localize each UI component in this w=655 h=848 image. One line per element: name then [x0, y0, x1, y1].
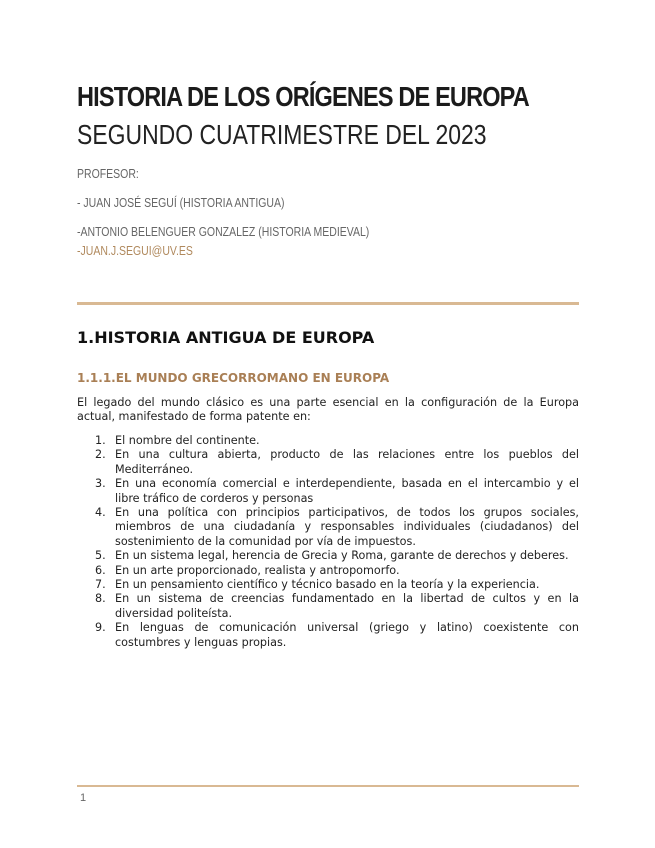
list-item-text: En un sistema legal, herencia de Grecia y Roma, garante de derechos y deberes.	[115, 549, 569, 563]
list-item	[77, 448, 579, 477]
footer-divider	[77, 785, 579, 787]
list-item	[77, 592, 579, 621]
list-item-number: 5.	[95, 549, 106, 563]
list-item-text: En un sistema de creencias fundamentado en la libertad de cultos y en la diversidad politeísta.	[115, 592, 579, 620]
list-item-number: 6.	[95, 563, 106, 577]
list-item	[77, 621, 579, 650]
legacy-list	[77, 434, 579, 650]
professor-label: PROFESOR:	[77, 167, 139, 181]
list-item	[77, 549, 579, 563]
list-item	[77, 564, 579, 578]
list-item	[77, 578, 579, 592]
list-item-text: El nombre del continente.	[115, 434, 260, 447]
header-divider	[77, 302, 579, 305]
list-item-number: 4.	[95, 506, 106, 520]
list-item-number: 7.	[95, 578, 106, 592]
list-item-number: 8.	[95, 592, 106, 606]
list-item-number: 1.	[95, 434, 106, 447]
page-number: 1	[80, 792, 87, 804]
list-item-number: 3.	[95, 477, 106, 491]
list-item-number: 2.	[95, 448, 106, 462]
list-item	[77, 477, 579, 506]
intro-paragraph: El legado del mundo clásico es una parte esencial en la configuración de la Europa actual, manifestado de forma patente en:	[77, 396, 579, 424]
section-subheading: 1.1.1.EL MUNDO GRECORROMANO EN EUROPA	[77, 371, 390, 385]
list-item	[77, 506, 579, 549]
list-item-text: En una política con principios participativos, de todos los grupos sociales, miembros de una ciudadanía y responsables individuales (ciudadanos) del sostenimiento de la comunidad por vía de impuestos.	[115, 506, 579, 548]
list-item	[77, 434, 579, 448]
list-item-text: En una cultura abierta, producto de las relaciones entre los pueblos del Mediterráneo.	[115, 448, 579, 476]
list-item-number: 9.	[95, 621, 106, 635]
list-item-text: En un pensamiento científico y técnico basado en la teoría y la experiencia.	[115, 578, 540, 592]
list-item-text: En un arte proporcionado, realista y antropomorfo.	[115, 563, 400, 577]
list-item-text: En una economía comercial e interdependiente, basada en el intercambio y el libre tráfico de corderos y personas	[115, 477, 579, 505]
document-subtitle: SEGUNDO CUATRIMESTRE DEL 2023	[77, 119, 487, 150]
professor-ancient-history: - JUAN JOSÉ SEGUÍ (HISTORIA ANTIGUA)	[77, 196, 285, 210]
document-title: HISTORIA DE LOS ORÍGENES DE EUROPA	[77, 81, 529, 112]
professor-medieval-history: -ANTONIO BELENGUER GONZALEZ (HISTORIA MEDIEVAL)	[77, 225, 370, 239]
list-item-text: En lenguas de comunicación universal (griego y latino) coexistente con costumbres y lenguas propias.	[115, 621, 579, 649]
section-heading: 1.HISTORIA ANTIGUA DE EUROPA	[77, 328, 375, 347]
email-link[interactable]: -JUAN.J.SEGUI@UV.ES	[77, 244, 193, 258]
